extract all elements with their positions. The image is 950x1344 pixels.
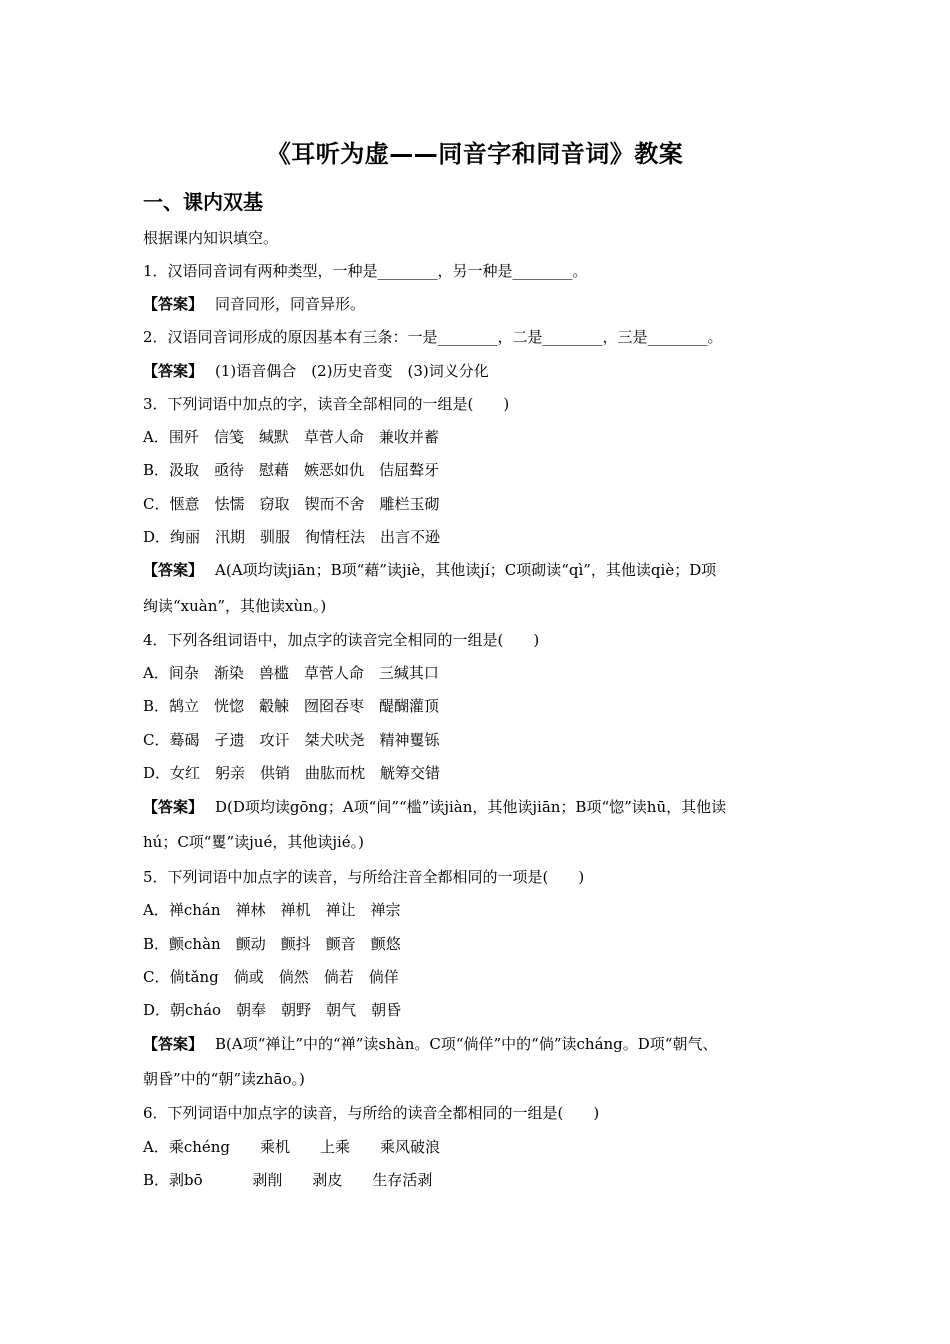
text-line: 1．汉语同音词有两种类型，一种是________，另一种是________。 — [143, 262, 588, 280]
text-line: D．朝cháo 朝奉 朝野 朝气 朝昏 — [143, 1001, 402, 1019]
section-heading: 一、课内双基 — [143, 190, 263, 214]
text-line: B．汲取 亟待 慰藉 嫉恶如仇 佶屈聱牙 — [143, 461, 440, 479]
answer-line — [143, 294, 365, 314]
answer-line — [143, 361, 489, 381]
text-line: C．倘tǎng 倘或 倘然 倘若 倘佯 — [143, 968, 399, 986]
answer-line — [143, 560, 716, 580]
text-line: B．鹄立 恍惚 觳觫 囫囵吞枣 醍醐灌顶 — [143, 697, 440, 715]
text-line: 5．下列词语中加点字的读音，与所给注音全都相同的一项是( ) — [143, 868, 585, 886]
answer-tag: 【答案】 — [143, 798, 204, 816]
answer-line — [143, 797, 726, 817]
text-line: 3．下列词语中加点的字，读音全部相同的一组是( ) — [143, 395, 510, 413]
text-line: 6．下列词语中加点字的读音，与所给的读音全都相同的一组是( ) — [143, 1104, 600, 1122]
text-line: A．禅chán 禅林 禅机 禅让 禅宗 — [143, 901, 401, 919]
answer-tag: 【答案】 — [143, 561, 204, 579]
text-line: hú；C项“矍”读jué，其他读jié。) — [143, 833, 365, 851]
text-line: 朝昏”中的“朝”读zhāo。) — [143, 1070, 305, 1088]
text-line: B．剥bō 剥削 剥皮 生存活剥 — [143, 1171, 433, 1189]
answer-text: B(A项“禅让”中的“禅”读shàn。C项“倘佯”中的“倘”读cháng。D项“朝气、 — [215, 1035, 718, 1053]
text-line: D．绚丽 汛期 驯服 徇情枉法 出言不逊 — [143, 528, 441, 546]
text-line: 根据课内知识填空。 — [143, 229, 279, 247]
answer-text: A(A项均读jiān；B项“藉”读jiè，其他读jí；C项砌读“qì”，其他读qiè；D项 — [215, 561, 717, 579]
answer-line — [143, 1034, 717, 1054]
text-line: A．间杂 渐染 兽槛 草菅人命 三缄其口 — [143, 664, 439, 682]
text-line: C．惬意 怯懦 窃取 锲而不舍 雕栏玉砌 — [143, 495, 440, 513]
text-line: D．女红 躬亲 供销 曲肱而枕 觥筹交错 — [143, 764, 441, 782]
text-line: A．乘chéng 乘机 上乘 乘风破浪 — [143, 1138, 441, 1156]
answer-tag: 【答案】 — [143, 362, 204, 380]
answer-text: (1)语音偶合 (2)历史音变 (3)词义分化 — [215, 362, 489, 380]
answer-tag: 【答案】 — [143, 1035, 204, 1053]
answer-text: 同音同形，同音异形。 — [215, 295, 366, 313]
text-line: B．颤chàn 颤动 颤抖 颤音 颤悠 — [143, 935, 401, 953]
text-line: A．围歼 信笺 缄默 草菅人命 兼收并蓄 — [143, 428, 439, 446]
answer-text: D(D项均读gōng；A项“间”“槛”读jiàn，其他读jiān；B项“惚”读hū，其他读 — [215, 798, 727, 816]
answer-tag: 【答案】 — [143, 295, 204, 313]
text-line: 绚读“xuàn”，其他读xùn。) — [143, 597, 327, 615]
text-line: C．蓦碣 孑遗 攻讦 桀犬吠尧 精神矍铄 — [143, 731, 440, 749]
text-line: 2．汉语同音词形成的原因基本有三条：一是________，二是________，三是________。 — [143, 328, 723, 346]
document-title: 《耳听为虚——同音字和同音词》教案 — [266, 140, 684, 168]
text-line: 4．下列各组词语中，加点字的读音完全相同的一组是( ) — [143, 631, 540, 649]
